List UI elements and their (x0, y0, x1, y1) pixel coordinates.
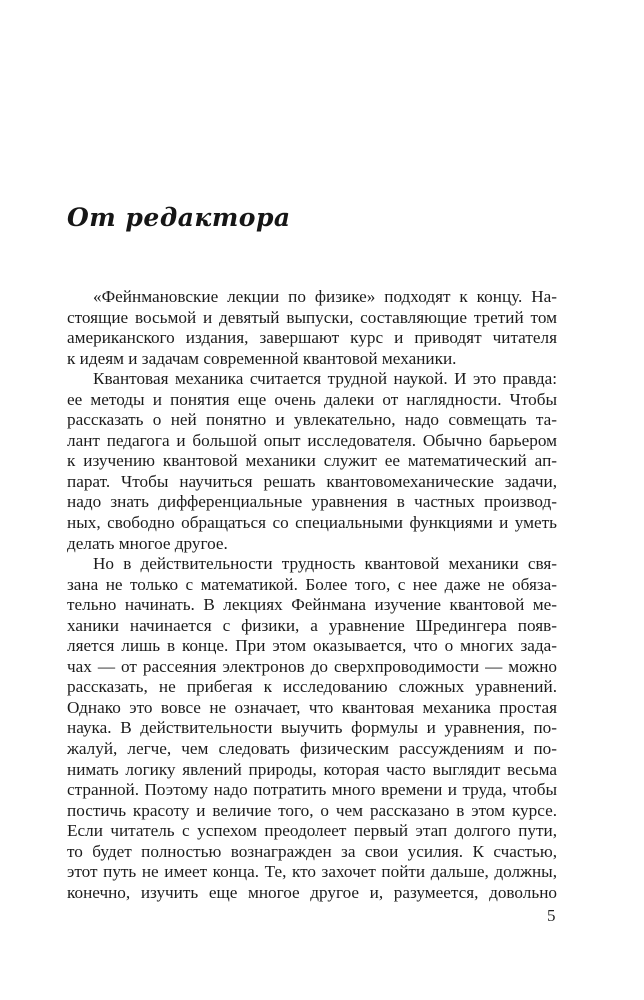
text-line: чах — от рассеяния электронов до сверхпроводимости — можно (67, 656, 557, 676)
text-line: делать многое другое. (67, 533, 228, 553)
text-line: к изучению квантовой механики служит ее математический ап- (67, 451, 557, 471)
text-line: ханики начинается с физики, а уравнение Шредингера появ- (67, 615, 557, 635)
text-line: то будет полностью вознагражден за свои усилия. К счастью, (67, 841, 557, 861)
text-line: тельно начинать. В лекциях Фейнмана изучение квантовой ме- (67, 595, 557, 615)
text-line: наука. В действительности выучить формулы и уравнения, по- (67, 718, 557, 738)
text-line: рассказать, не прибегая к исследованию сложных уравнений. (67, 677, 557, 697)
body-text (67, 287, 557, 903)
text-line: странной. Поэтому надо потратить много времени и труда, чтобы (67, 780, 557, 800)
text-line: к идеям и задачам современной квантовой механики. (67, 348, 457, 368)
page-number: 5 (547, 906, 556, 925)
chapter-title: От редактора (67, 203, 291, 232)
text-line: ее методы и понятия еще очень далеки от наглядности. Чтобы (67, 389, 557, 409)
text-line: парат. Чтобы научиться решать квантовомеханические задачи, (67, 471, 557, 491)
text-line: ных, свободно обращаться со специальными функциями и уметь (67, 513, 557, 533)
text-line: этот путь не имеет конца. Те, кто захочет пойти дальше, должны, (67, 862, 557, 882)
text-line: ляется лишь в конце. При этом оказывается, что о многих зада- (67, 636, 557, 656)
text-line: рассказать о ней понятно и увлекательно, надо совмещать та- (67, 410, 557, 430)
text-line: стоящие восьмой и девятый выпуски, составляющие третий том (67, 307, 557, 327)
text-line: надо знать дифференциальные уравнения в частных производ- (67, 492, 557, 512)
text-line: Если читатель с успехом преодолеет первый этап долгого пути, (67, 821, 557, 841)
text-line: нимать логику явлений природы, которая часто выглядит весьма (67, 759, 557, 779)
text-line: конечно, изучить еще многое другое и, разумеется, довольно (67, 882, 557, 902)
text-line: американского издания, завершают курс и приводят читателя (67, 328, 557, 348)
text-line: Однако это вовсе не означает, что квантовая механика простая (67, 697, 557, 717)
text-line: Но в действительности трудность квантовой механики свя- (93, 554, 557, 574)
text-line: «Фейнмановские лекции по физике» подходят к концу. На- (93, 287, 557, 306)
text-line: жалуй, легче, чем следовать физическим рассуждениям и по- (67, 739, 557, 759)
text-line: лант педагога и большой опыт исследователя. Обычно барьером (67, 430, 557, 450)
text-line: зана не только с математикой. Более того, с нее даже не обяза- (67, 574, 557, 594)
text-line: постичь красоту и величие того, о чем рассказано в этом курсе. (67, 800, 557, 820)
text-line: Квантовая механика считается трудной наукой. И это правда: (93, 369, 557, 389)
